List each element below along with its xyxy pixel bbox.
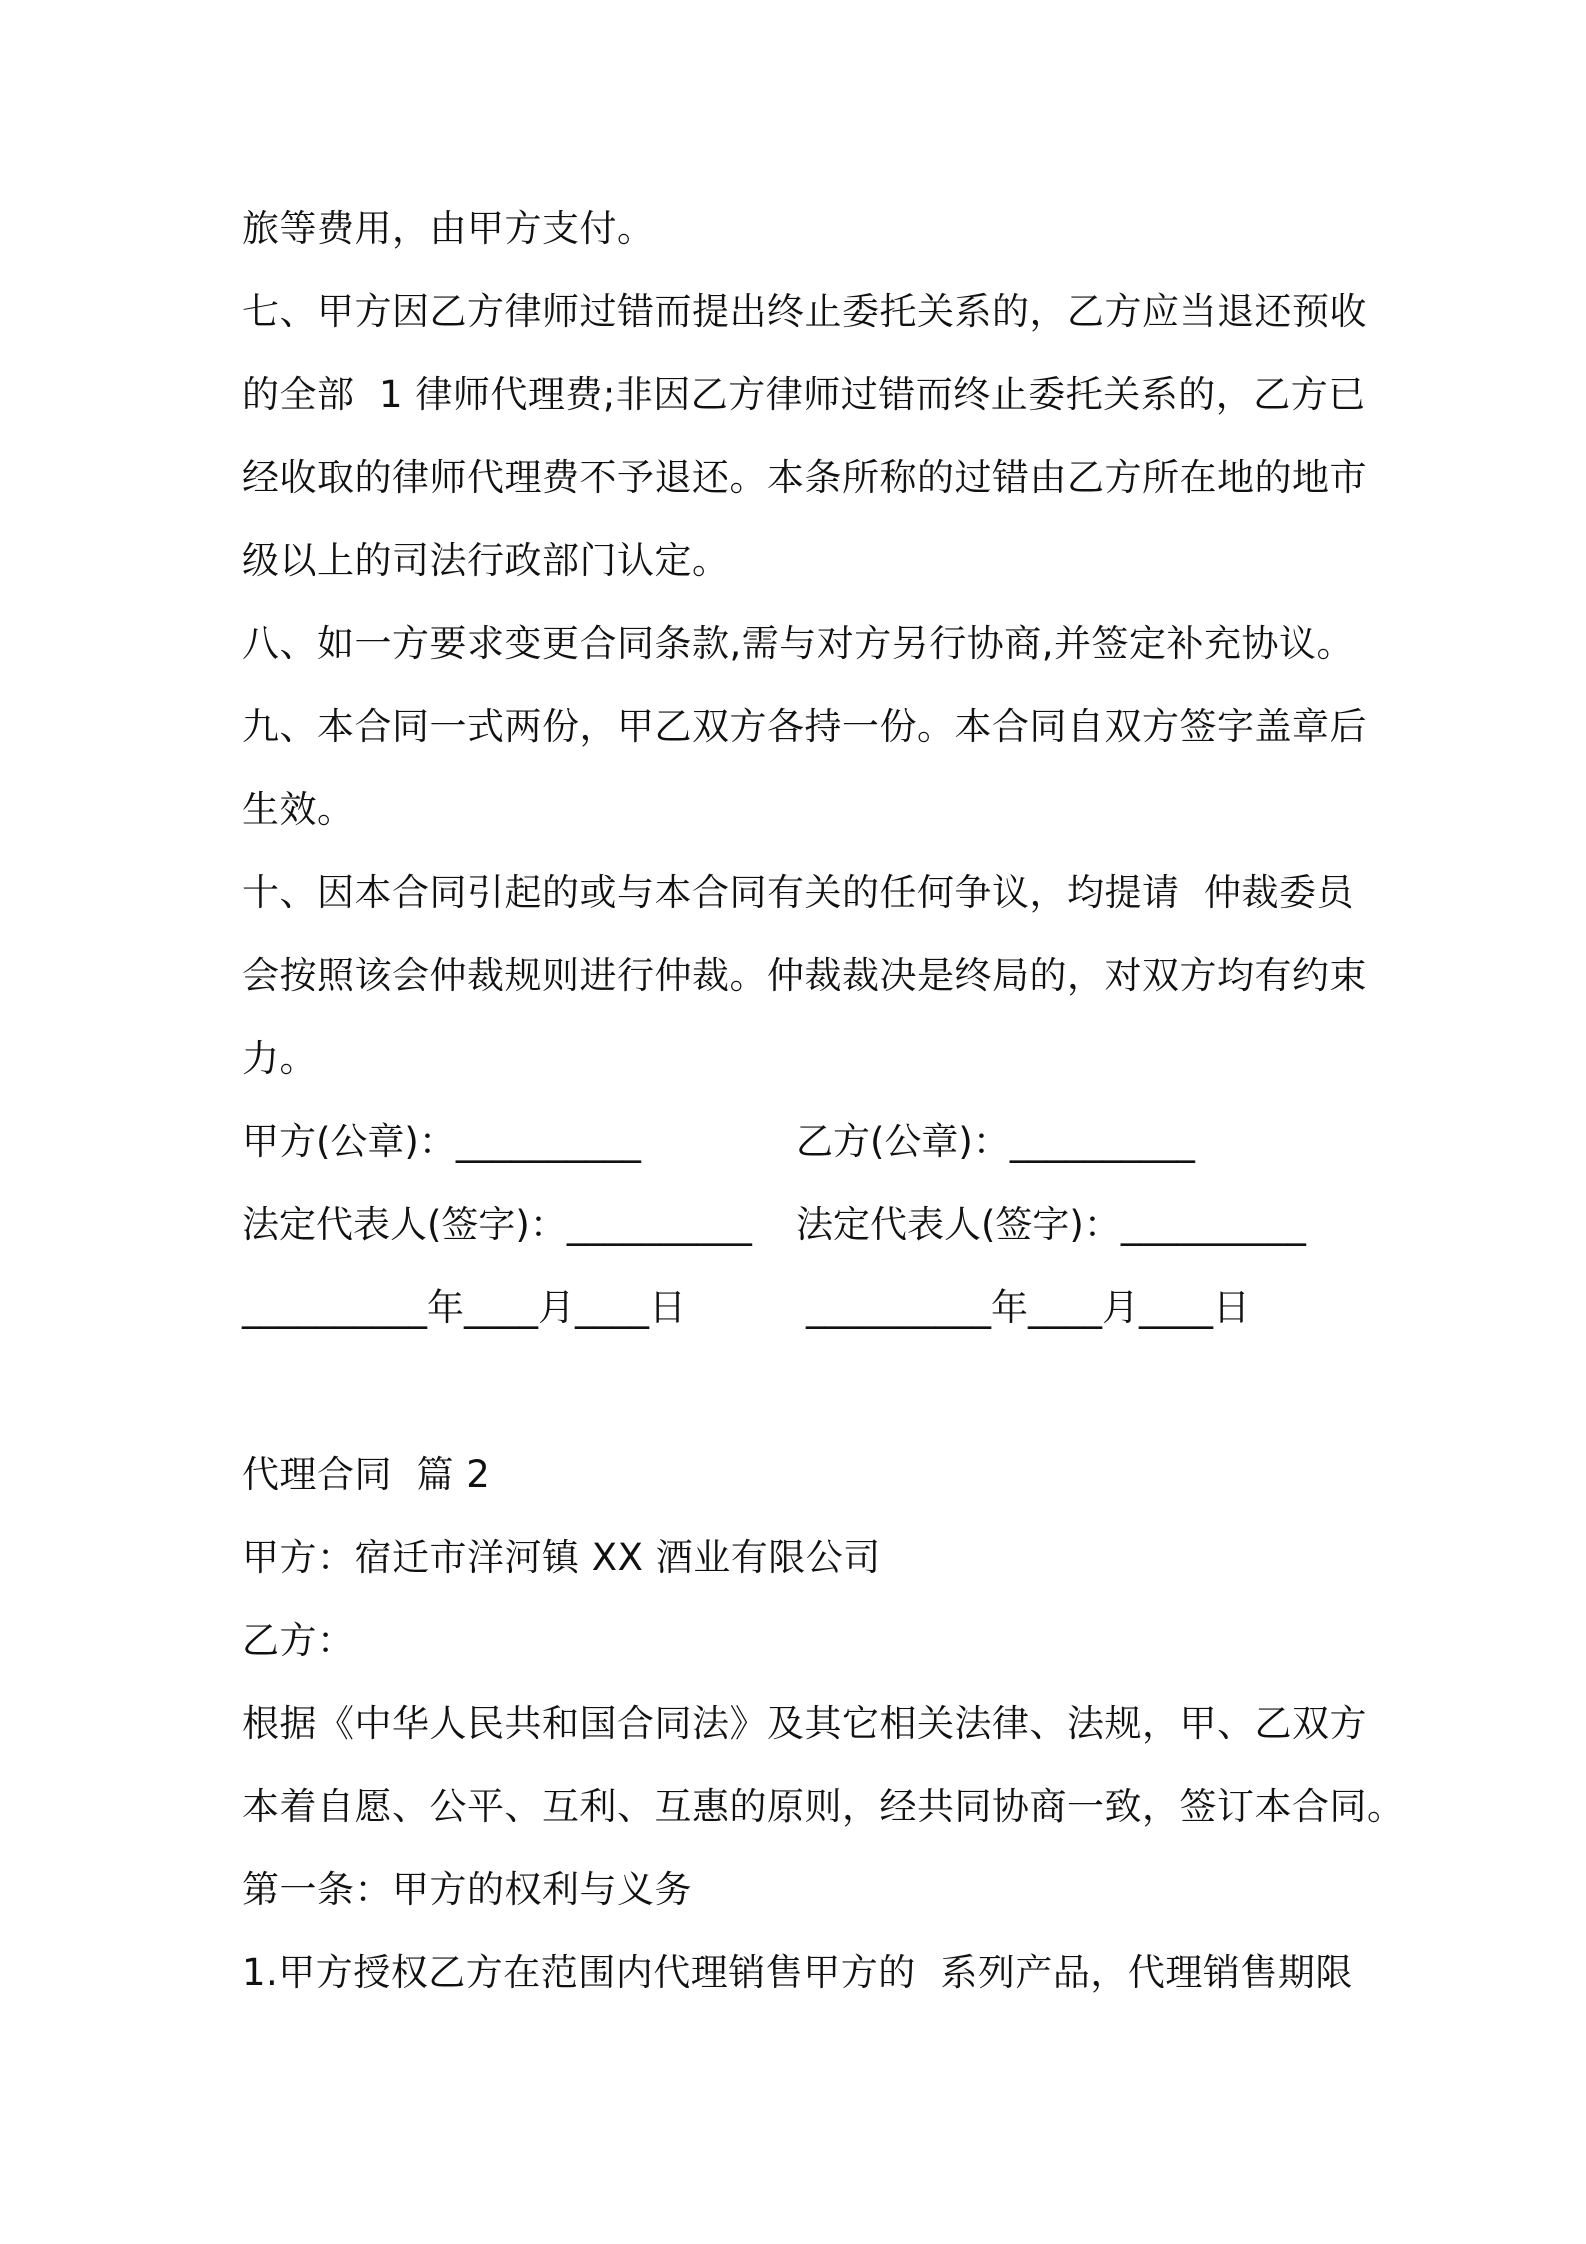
clause-10-line-2: 会按照该会仲裁规则进行仲裁。仲裁裁决是终局的，对双方均有约束 — [242, 954, 1367, 997]
signature-row-date — [242, 1286, 1342, 1330]
clause-7-line-3: 经收取的律师代理费不予退还。本条所称的过错由乙方所在地的地市 — [242, 456, 1367, 499]
party-b-representative: 法定代表人(签字)：__________ — [796, 1203, 1306, 1246]
clause-9-line-1: 九、本合同一式两份，甲乙双方各持一份。本合同自双方签字盖章后 — [242, 705, 1367, 748]
clause-8-line-1: 八、如一方要求变更合同条款,需与对方另行协商,并签定补充协议。 — [242, 622, 1355, 665]
party-a-representative: 法定代表人(签字)：__________ — [242, 1203, 752, 1246]
section-2-item-1: 1.甲方授权乙方在范围内代理销售甲方的 系列产品，代理销售期限 — [242, 1951, 1353, 1994]
party-b-date: __________年____月____日 — [806, 1286, 1250, 1329]
clause-9-line-2: 生效。 — [242, 788, 355, 831]
signature-row-seal — [242, 1120, 1342, 1164]
section-2-party-b: 乙方： — [242, 1619, 355, 1662]
section-2-intro-line-1: 根据《中华人民共和国合同法》及其它相关法律、法规，甲、乙双方 — [242, 1702, 1367, 1745]
section-2-article-1-heading: 第一条：甲方的权利与义务 — [242, 1868, 692, 1911]
clause-7-line-1: 七、甲方因乙方律师过错而提出终止委托关系的，乙方应当退还预收 — [242, 290, 1367, 333]
section-2-party-a: 甲方：宿迁市洋河镇 XX 酒业有限公司 — [242, 1536, 881, 1579]
clause-10-line-1: 十、因本合同引起的或与本合同有关的任何争议，均提请 仲裁委员 — [242, 871, 1355, 914]
section-2-title: 代理合同 篇 2 — [242, 1453, 491, 1496]
clause-7-line-4: 级以上的司法行政部门认定。 — [242, 539, 730, 582]
party-a-date: __________年____月____日 — [242, 1286, 686, 1329]
party-b-seal: 乙方(公章)：__________ — [796, 1120, 1195, 1163]
section-2-intro-line-2: 本着自愿、公平、互利、互惠的原则，经共同协商一致，签订本合同。 — [242, 1785, 1405, 1828]
clause-7-line-2: 的全部 1 律师代理费;非因乙方律师过错而终止委托关系的，乙方已 — [242, 373, 1366, 416]
party-a-seal: 甲方(公章)：__________ — [242, 1120, 641, 1163]
clause-10-line-3: 力。 — [242, 1037, 317, 1080]
signature-row-representative — [242, 1203, 1342, 1247]
paragraph-line: 旅等费用，由甲方支付。 — [242, 207, 655, 250]
